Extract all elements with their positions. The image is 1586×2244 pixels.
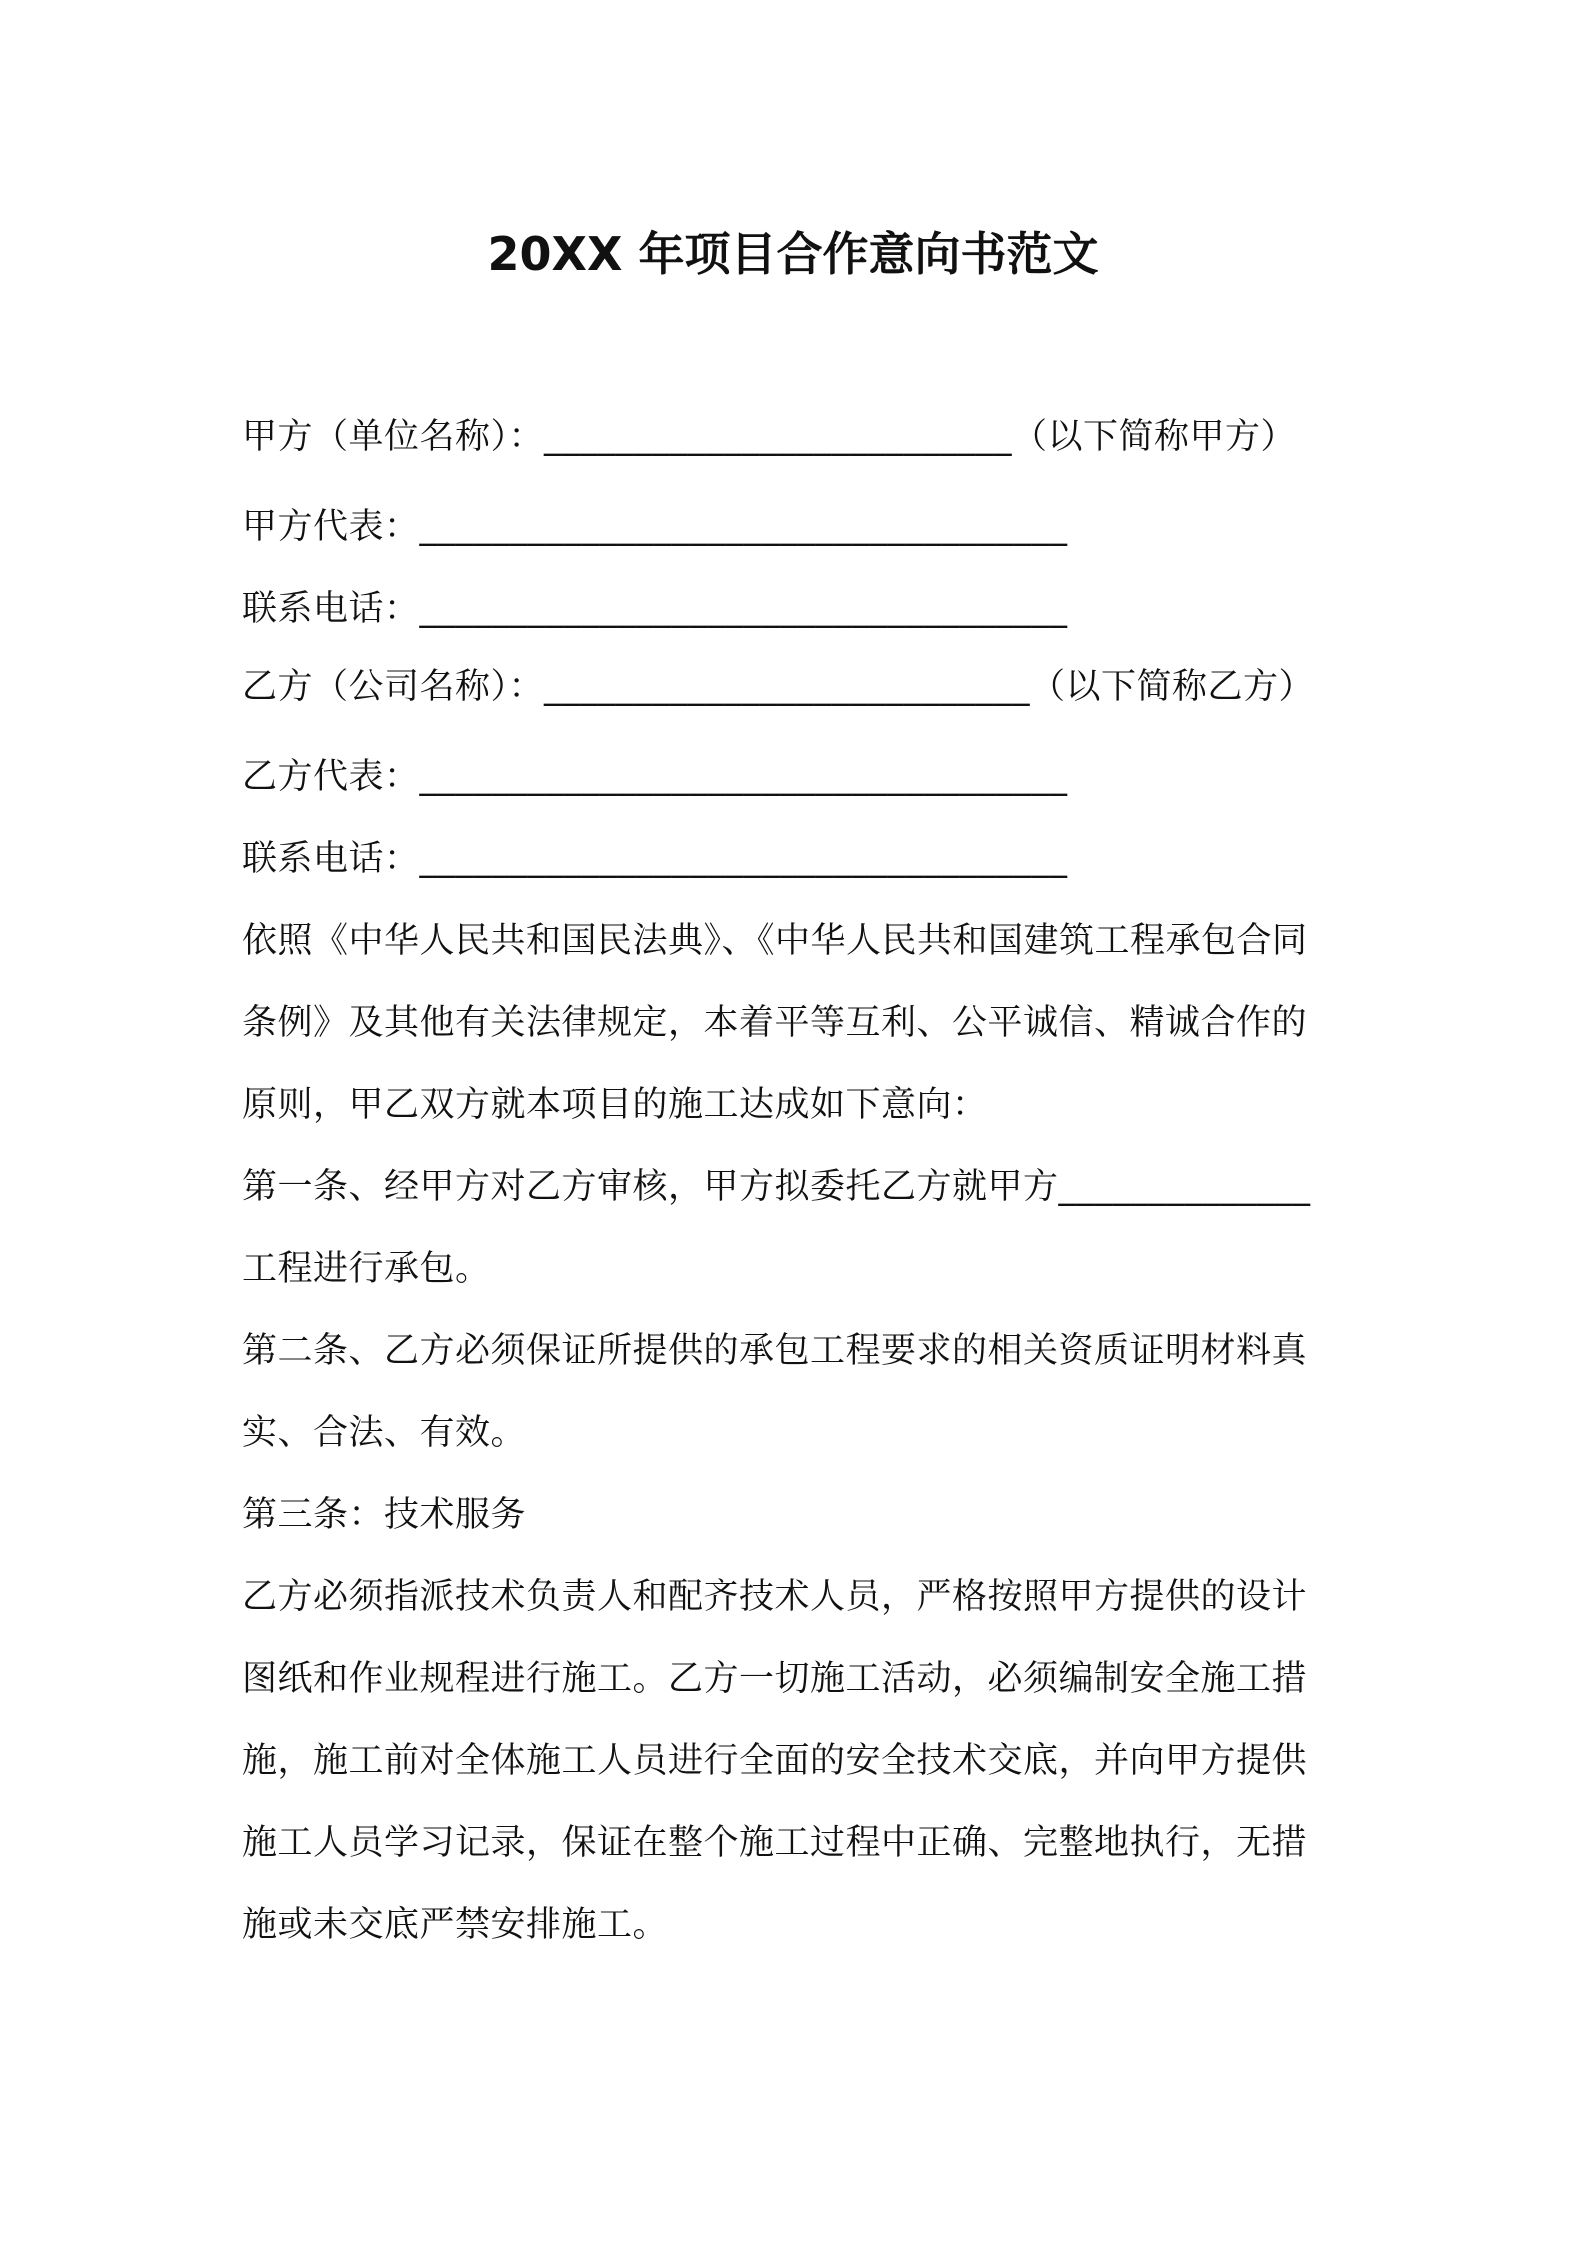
party-a-phone-line: 联系电话：____________________________________ <box>242 589 1068 629</box>
document-title: 20XX 年项目合作意向书范文 <box>487 227 1099 281</box>
article-three-line: 图纸和作业规程进行施工。乙方一切施工活动，必须编制安全施工措 <box>242 1659 1308 1699</box>
party-b-phone-line: 联系电话：____________________________________ <box>242 839 1068 879</box>
party-a-representative-line: 甲方代表：____________________________________ <box>242 507 1068 547</box>
article-three-line: 施，施工前对全体施工人员进行全面的安全技术交底，并向甲方提供 <box>242 1741 1308 1781</box>
preamble-line: 依照《中华人民共和国民法典》、《中华人民共和国建筑工程承包合同 <box>242 921 1308 961</box>
party-b-name-line: 乙方（公司名称）：___________________________（以下简称乙方） <box>242 667 1315 707</box>
article-one-line: 工程进行承包。 <box>242 1249 491 1289</box>
party-b-representative-line: 乙方代表：____________________________________ <box>242 757 1068 797</box>
preamble-line: 条例》及其他有关法律规定，本着平等互利、公平诚信、精诚合作的 <box>242 1003 1308 1043</box>
article-one-line: 第一条、经甲方对乙方审核，甲方拟委托乙方就甲方______________ <box>242 1167 1311 1207</box>
article-three-line: 施或未交底严禁安排施工。 <box>242 1905 669 1945</box>
party-a-name-line: 甲方（单位名称）：__________________________（以下简称甲方） <box>242 417 1297 457</box>
preamble-line: 原则，甲乙双方就本项目的施工达成如下意向： <box>242 1085 988 1125</box>
article-two-line: 第二条、乙方必须保证所提供的承包工程要求的相关资质证明材料真 <box>242 1331 1308 1371</box>
article-three-line: 施工人员学习记录，保证在整个施工过程中正确、完整地执行，无措 <box>242 1823 1308 1863</box>
article-three-heading: 第三条：技术服务 <box>242 1495 527 1535</box>
article-two-line: 实、合法、有效。 <box>242 1413 527 1453</box>
article-three-line: 乙方必须指派技术负责人和配齐技术人员，严格按照甲方提供的设计 <box>242 1577 1308 1617</box>
